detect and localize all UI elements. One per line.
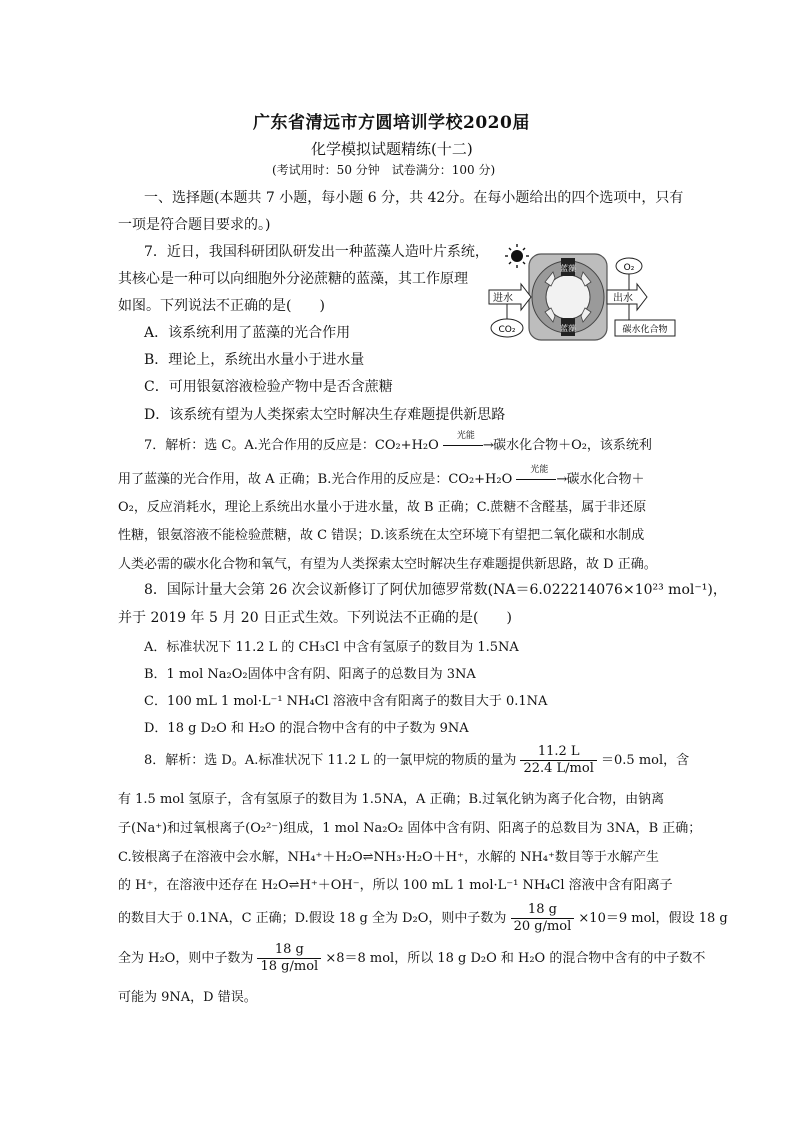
page-subtitle: 化学模拟试题精练(十二) <box>311 140 473 158</box>
artificial-leaf-diagram <box>487 242 677 344</box>
q8-stem-line1: 8．国际计量大会第 26 次会议新修订了阿伏加德罗常数(NA＝6.022214076×10²³ mol⁻¹)， <box>144 582 727 598</box>
q8-option-b: B．1 mol Na₂O₂固体中含有阴、阳离子的总数目为 3NA <box>144 667 476 682</box>
q7-answer-line5: 人类必需的碳水化合物和氧气，有望为人类探索太空时解决生存难题提供新思路，故 D 正确。 <box>118 557 657 572</box>
sun-icon <box>505 244 529 268</box>
fraction-1 <box>520 744 596 777</box>
fraction-3-den: 18 g/mol <box>260 959 319 974</box>
co2-label: CO₂ <box>498 325 516 335</box>
q8-answer-line4: C.铵根离子在溶液中会水解，NH₄⁺＋H₂O⇌NH₃·H₂O＋H⁺，水解的 NH₄⁺数目等于水解产生 <box>118 850 659 865</box>
o2-label: O₂ <box>623 263 635 273</box>
water-in-arrow <box>489 284 531 310</box>
light-arrow-2-label: 光能 <box>530 465 549 475</box>
fraction-2-num: 18 g <box>511 902 575 919</box>
q8-answer-line8: 可能为 9NA，D 错误。 <box>118 990 257 1005</box>
q8-answer-line6a: 的数目大于 0.1NA，C 正确；D.假设 18 g 全为 D₂O，则中子数为 <box>118 911 507 926</box>
q7-answer-line1b: 碳水化合物＋O₂，该系统利 <box>493 438 652 453</box>
page-title: 广东省清远市方圆培训学校2020届 <box>253 113 530 133</box>
section-heading-line2: 一项是符合题目要求的。) <box>118 217 271 233</box>
q7-answer-line3: O₂，反应消耗水，理论上系统出水量小于进水量，故 B 正确；C.蔗糖不含醛基，属于非还原 <box>118 500 647 515</box>
artificial-leaf-svg <box>487 242 677 344</box>
q7-answer-line2b: 碳水化合物＋ <box>566 472 645 487</box>
q8-answer-line6 <box>118 902 728 935</box>
q8-option-a: A．标准状况下 11.2 L 的 CH₃Cl 中含有氢原子的数目为 1.5NA <box>144 640 519 655</box>
light-arrow-1: 光能 → <box>443 438 489 453</box>
q8-answer-line7a: 全为 H₂O，则中子数为 <box>118 951 254 966</box>
q7-option-c: C．可用银氨溶液检验产物中是否含蔗糖 <box>144 379 393 395</box>
q7-stem-line2: 其核心是一种可以向细胞外分泌蔗糖的蓝藻，其工作原理 <box>118 271 468 287</box>
q8-answer-line7b: ×8＝8 mol，所以 18 g D₂O 和 H₂O 的混合物中含有的中子数不 <box>325 951 706 966</box>
q8-answer-line7 <box>118 942 705 975</box>
fraction-1-den: 22.4 L/mol <box>523 761 594 776</box>
product-label: 碳水化合物 <box>622 325 668 335</box>
fraction-3-num: 18 g <box>257 942 321 959</box>
water-in-label: 进水 <box>493 293 513 304</box>
q8-option-c: C．100 mL 1 mol·L⁻¹ NH₄Cl 溶液中含有阳离子的数目大于 0.1NA <box>144 694 548 709</box>
algae-top-label: 蓝藻 <box>560 264 576 273</box>
fraction-2-den: 20 g/mol <box>513 919 572 934</box>
q8-answer-line1 <box>144 744 689 777</box>
q7-option-b: B．理论上，系统出水量小于进水量 <box>144 352 365 368</box>
light-arrow-2: 光能 → <box>516 472 562 487</box>
q7-stem-line3: 如图。下列说法不正确的是( ) <box>118 298 325 314</box>
q8-answer-line3: 子(Na⁺)和过氧根离子(O₂²⁻)组成，1 mol Na₂O₂ 固体中含有阴、阳离子的总数目为 3NA，B 正确； <box>118 821 702 836</box>
q7-answer-line2 <box>118 465 645 487</box>
q7-answer-line1a: 7．解析：选 C。A.光合作用的反应是：CO₂+H₂O <box>144 438 443 453</box>
fraction-3 <box>257 942 321 975</box>
water-out-label: 出水 <box>613 293 633 304</box>
q7-option-a: A．该系统利用了蓝藻的光合作用 <box>144 325 351 341</box>
q8-answer-line6b: ×10＝9 mol，假设 18 g <box>578 911 728 926</box>
q8-option-d: D．18 g D₂O 和 H₂O 的混合物中含有的中子数为 9NA <box>144 721 469 736</box>
q7-answer-line4: 性糖，银氨溶液不能检验蔗糖，故 C 错误；D.该系统在太空环境下有望把二氧化碳和水制成 <box>118 528 645 543</box>
section-heading-line1: 一、选择题(本题共 7 小题，每小题 6 分，共 42分。在每小题给出的四个选项中，只有 <box>144 190 684 206</box>
q8-answer-line5: 的 H⁺，在溶液中还存在 H₂O⇌H⁺＋OH⁻，所以 100 mL 1 mol·L⁻¹ NH₄Cl 溶液中含有阳离子 <box>118 878 673 893</box>
q8-answer-line1b: ＝0.5 mol，含 <box>601 753 690 768</box>
q7-answer-line1 <box>144 431 652 453</box>
q7-answer-line2a: 用了蓝藻的光合作用，故 A 正确；B.光合作用的反应是：CO₂+H₂O <box>118 472 517 487</box>
exam-info: (考试用时：50 分钟 试卷满分：100 分) <box>272 163 496 177</box>
q7-option-d: D．该系统有望为人类探索太空时解决生存难题提供新思路 <box>144 407 506 423</box>
algae-bottom-label: 蓝藻 <box>560 324 576 333</box>
q8-answer-line2: 有 1.5 mol 氢原子，含有氢原子的数目为 1.5NA，A 正确；B.过氧化钠为离子化合物，由钠离 <box>118 792 665 807</box>
light-arrow-1-label: 光能 <box>456 431 475 441</box>
fraction-2 <box>511 902 575 935</box>
water-out-arrow <box>607 284 647 310</box>
q8-stem-line2: 并于 2019 年 5 月 20 日正式生效。下列说法不正确的是( ) <box>118 610 512 626</box>
q7-stem-line1: 7．近日，我国科研团队研发出一种蓝藻人造叶片系统， <box>144 244 489 260</box>
fraction-1-num: 11.2 L <box>520 744 596 761</box>
q8-answer-line1a: 8．解析：选 D。A.标准状况下 11.2 L 的一氯甲烷的物质的量为 <box>144 753 517 768</box>
